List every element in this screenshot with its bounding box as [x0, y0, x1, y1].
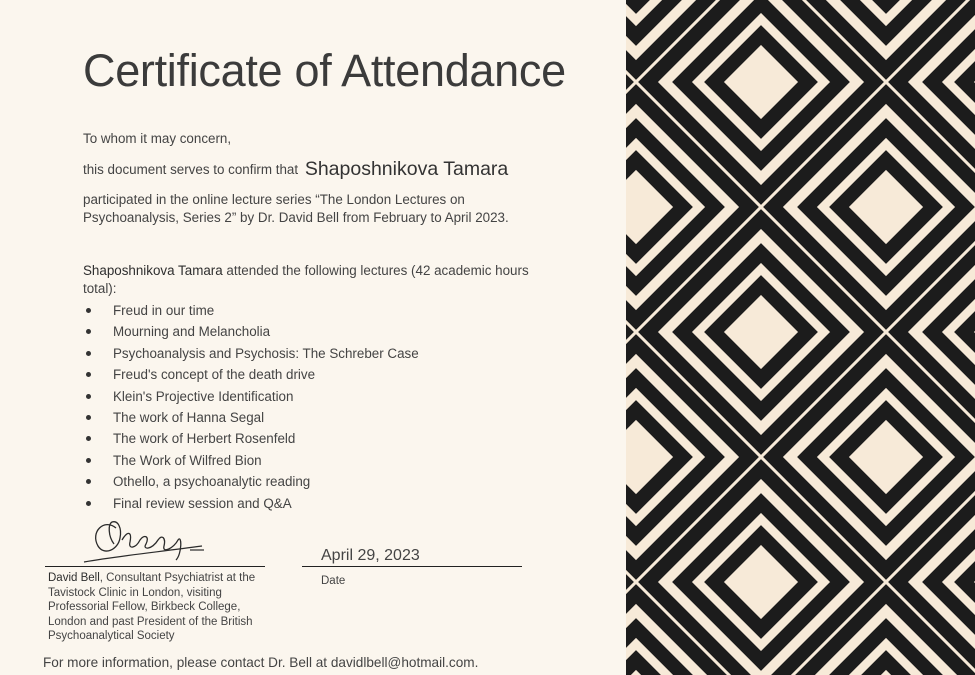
- recipient-name: Shaposhnikova Tamara: [304, 158, 509, 180]
- attended-rest: attended the following lectures (42 academic hours: [222, 263, 529, 278]
- list-item: Psychoanalysis and Psychosis: The Schreber Case: [83, 343, 419, 364]
- lecture-list: [83, 300, 419, 514]
- date-value: April 29, 2023: [321, 547, 420, 564]
- list-item: The work of Herbert Rosenfeld: [83, 428, 419, 449]
- attended-line-2: total):: [83, 281, 117, 296]
- contact-footer: For more information, please contact Dr. Bell at davidlbell@hotmail.com.: [43, 655, 479, 670]
- date-label: Date: [321, 575, 346, 587]
- attended-line-1: [83, 261, 529, 280]
- participation-line-1: participated in the online lecture series “The London Lectures on: [83, 192, 465, 207]
- confirm-prefix: this document serves to confirm that: [83, 162, 299, 177]
- list-item: Freud's concept of the death drive: [83, 364, 419, 385]
- salutation: To whom it may concern,: [83, 131, 232, 146]
- handwritten-signature: [78, 510, 228, 570]
- signature-line: [45, 566, 265, 567]
- diamond-pattern-graphic: [626, 0, 975, 675]
- certificate-title: Certificate of Attendance: [83, 45, 566, 96]
- attended-name: Shaposhnikova Tamara: [83, 263, 223, 278]
- list-item: The work of Hanna Segal: [83, 407, 419, 428]
- confirm-line: [83, 160, 508, 179]
- list-item: Mourning and Melancholia: [83, 321, 419, 342]
- signatory-name: David Bell: [48, 572, 100, 584]
- list-item: Othello, a psychoanalytic reading: [83, 471, 419, 492]
- signatory-description: David Bell, Consultant Psychiatrist at the Tavistock Clinic in London, visiting Professorial Fellow, Birkbeck College, London and past President of the British Psychoanalytical Society: [48, 572, 256, 642]
- date-line: [302, 566, 522, 567]
- list-item: The Work of Wilfred Bion: [83, 450, 419, 471]
- participation-line-2: Psychoanalysis, Series 2” by Dr. David Bell from February to April 2023.: [83, 210, 509, 225]
- list-item: Freud in our time: [83, 300, 419, 321]
- decorative-pattern: [626, 0, 975, 675]
- list-item: Final review session and Q&A: [83, 493, 419, 514]
- list-item: Klein's Projective Identification: [83, 386, 419, 407]
